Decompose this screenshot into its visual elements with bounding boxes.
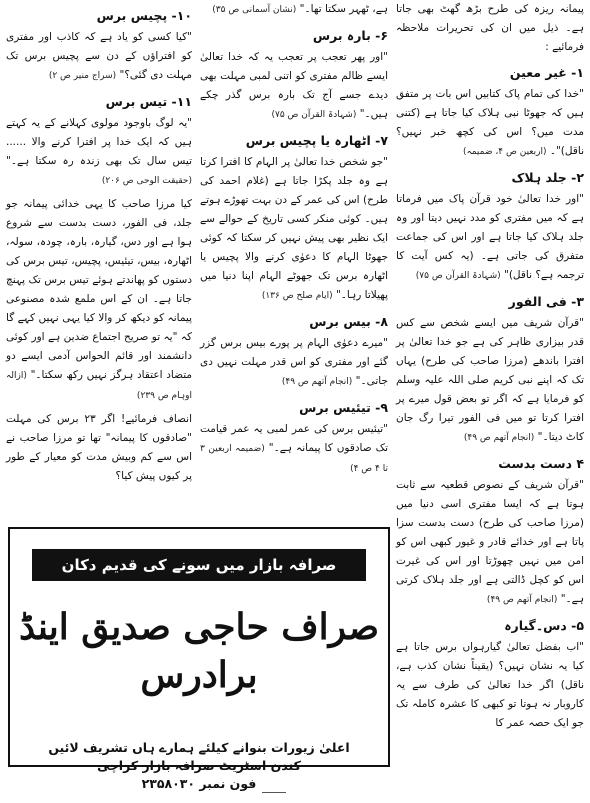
section-heading: ۲- جلد ہلاک	[511, 170, 584, 185]
reference: (شہادۃ القرآن ص ۷۵)	[271, 110, 357, 120]
reference: (ایام صلح ص ۱۳۶)	[261, 291, 333, 301]
section-7	[200, 131, 388, 306]
ad-phone: فون نمبر ۲۳۵۸۰۳۰	[141, 776, 257, 791]
quote: "خدا کی تمام پاک کتابیں اس بات پر متفق ہیں کہ جھوٹا نبی ہلاک کیا جاتا ہے (کتنی مدت میں؟ اس کی کچھ خبر نہیں؟ ناقل)"۔ (اربعین ص ۴، ضمیمہ)	[396, 88, 584, 157]
section-heading: ۶- بارہ برس	[312, 28, 388, 43]
reference: (سراج منیر ص ۲)	[48, 71, 117, 81]
section-4	[396, 454, 584, 610]
ad-banner: صرافہ بازار میں سونے کی قدیم دکان	[32, 549, 366, 581]
section-9	[200, 398, 388, 479]
quote: "اور پھر تعجب پر تعجب یہ کہ خدا تعالیٰ ایسے ظالم مفتری کو اتنی لمبی مہلت بھی دیدے جسے آج تک بارہ برس گذر چکے ہیں۔" (شہادۃ القرآن ص ۷۵)	[200, 51, 388, 120]
quote: "یہ لوگ باوجود مولوی کہلانے کے یہ کہتے ہیں کہ ایک خدا پر افترا کرنے والا ...... تیس سال تک بھی زندہ رہ سکتا ہے۔" (حقیقت الوحی ص ۲۰۶)	[6, 117, 192, 186]
ad-business-name: صراف حاجی صدیق اینڈ برادرس	[18, 606, 380, 696]
quote: "کیا کسی کو یاد ہے کہ کاذب اور مفتری کو افتراؤں کے دن سے پچیس برس تک مہلت دی گئی؟" (سراج منیر ص ۲)	[6, 31, 192, 81]
section-heading: ۱- غیر معین	[509, 65, 584, 80]
section-8	[200, 312, 388, 392]
quote: "اور خدا تعالیٰ خود قرآن پاک میں فرماتا ہے کہ میں مفتری کو مدد نہیں دیتا اور وہ جلد ہلاک کیا جاتا ہے اور اس کی جماعت متفرق کی جاتی ہے۔ (یہ کس آیت کا ترجمہ ہے؟ ناقل)" (شہادۃ القرآن ص ۷۵)	[396, 193, 584, 281]
quote: "میرے دعوٰی الہام پر پورے بیس برس گزر گئے اور مفتری کو اس قدر مہلت نہیں دی جاتی۔" (انجام آتھم ص ۴۹)	[200, 337, 388, 387]
section-heading: ۸- بیس برس	[309, 314, 388, 329]
section-heading: ۳- فی الفور	[508, 294, 584, 309]
section-heading: ۷- اٹھارہ یا پچیس برس	[245, 133, 388, 148]
ad-tagline: اعلیٰ زیورات بنوانے کیلئے ہمارے ہاں تشریف لائیں	[48, 740, 350, 755]
reference: (انجام آتھم ص ۴۹)	[486, 595, 558, 605]
reference: (شہادۃ القرآن ص ۷۵)	[415, 271, 501, 281]
right-column	[396, 0, 584, 800]
analysis-paragraph: کیا مرزا صاحب کا یہی خدائی پیمانہ جو جلد، فی الفور، دست بدست سے شروع ہوا ہے اور دس، گیارہ، بارہ، چودہ، سولہ، اٹھارہ، بیس، تیئیس، پچیس، تیس برس کی دستوں کو پھاندتے ہوئے تیس برس تک پہنچ جاتا ہے۔ ان کے اس ملمع شدہ مصنوعی پیمانہ کو دیکھ کر والا کیا یہی نہیں کہے گا کہ "یہ تو صریح اجتماع ضدین ہے اور کوئی دانشمند اور قائم الحواس آدمی ایسے دو متضاد اعتقاد ہرگز نہیں رکھ سکتا۔" (ازالہ اوہام ص ۲۳۹)	[6, 198, 192, 401]
closing-paragraph: انصاف فرمائیے! اگر ۲۳ برس کی مہلت "صادقوں کا پیمانہ" تھا تو مرزا صاحب نے اس سے کم وبیش مدت کو معیار کے طور پر کیوں پیش کیا؟	[6, 413, 192, 482]
reference: (انجام آتھم ص ۴۹)	[281, 377, 353, 387]
continued-quote: ہے، ٹھہر سکتا تھا۔" (نشان آسمانی ص ۳۵)	[212, 3, 388, 15]
section-heading: ۱۱- تیس برس	[105, 94, 192, 109]
quote: "تیئیس برس کی عمر لمبی یہ عمر قیامت تک صادقوں کا پیمانہ ہے۔" (ضمیمہ اربعین ۳ تا ۴ ص ۴)	[200, 423, 388, 474]
reference: (اربعین ص ۴، ضمیمہ)	[462, 147, 547, 157]
section-5	[396, 616, 584, 733]
reference: (حقیقت الوحی ص ۲۰۶)	[101, 176, 192, 186]
advertisement-box	[8, 527, 390, 791]
reference: (انجام آتھم ص ۴۹)	[463, 433, 535, 443]
quote: "جو شخص خدا تعالیٰ پر الہام کا افترا کرتا ہے وہ جلد پکڑا جاتا ہے (غلام احمد کی طرح) اس کی عمر کے دن بہت تھوڑے ہوتے ہیں۔ کوئی منکر کسی تاریخ کے حوالے سے ایک نظیر بھی پیش نہیں کر سکتا کہ کوئی جھوٹا الہام کا دعوٰی کرنے والا پچیس یا اٹھارہ برس تک جھوٹے الہام اپنا دنیا میں پھیلاتا رہا۔" (ایام صلح ص ۱۳۶)	[200, 156, 388, 301]
left-column	[6, 0, 192, 520]
reference: (نشان آسمانی ص ۳۵)	[212, 5, 297, 15]
reference: (ضمیمہ اربعین ۳ تا ۴ ص ۴)	[200, 444, 388, 474]
quote: "قرآن شریف کے نصوص قطعیہ سے ثابت ہوتا ہے کہ ایسا مفتری اسی دنیا میں (مرزا صاحب کی طرح) دست بدست سزا پاتا ہے اور خدائے قادر و غیور کبھی اس کو امن میں نہیں چھوڑتا اور اس کی غیرت اس کو کچل ڈالتی ہے اور جلد ہلاک کرتی ہے۔" (انجام آتھم ص ۴۹)	[396, 479, 584, 605]
section-3	[396, 292, 584, 448]
quote: "اب بفضل تعالیٰ گیارہواں برس جاتا ہے کیا یہ نشان نہیں؟ (یقیناً نشان کذب ہے، ناقل) اگر خدا تعالیٰ کی طرف سے یہ کاروبار نہ ہوتا تو کبھی کا عشرہ کاملہ تک جو ایک حصہ عمر کا	[396, 641, 584, 729]
section-heading: ۱۰- پچیس برس	[96, 8, 192, 23]
section-2	[396, 168, 584, 286]
section-10	[6, 6, 192, 86]
middle-column	[200, 0, 388, 520]
section-11	[6, 92, 192, 191]
page-footer-rule	[262, 792, 286, 801]
section-heading: ۵- دس۔گیارہ	[504, 618, 584, 633]
intro-text: پیمانہ ریزہ کی طرح بڑھ گھٹ بھی جاتا ہے۔ ذیل میں ان کی تحریرات ملاحظہ فرمائیے :	[396, 3, 584, 53]
section-heading: ۹- تیئیس برس	[299, 400, 388, 415]
quote: "قرآن شریف میں ایسے شخص سے کس قدر بیزاری ظاہر کی ہے جو خدا تعالیٰ پر افترا باندھے (مرزا صاحب کی طرح) یہاں تک کہ اپنے نبی کریم صلی اللہ علیہ وسلم کو فرمایا ہے کہ اگر تو بعض قول میرے پر افترا کرتا تو میں فی الفور تیرا رگ جان کاٹ دیتا۔" (انجام آتھم ص ۴۹)	[396, 317, 584, 443]
section-heading: ۴ دست بدست	[498, 456, 584, 471]
reference: (ازالہ اوہام ص ۲۳۹)	[6, 371, 192, 401]
section-1	[396, 63, 584, 162]
section-6	[200, 26, 388, 125]
ad-address: کندن اسٹریٹ صرافہ بازار کراچی	[97, 758, 301, 773]
